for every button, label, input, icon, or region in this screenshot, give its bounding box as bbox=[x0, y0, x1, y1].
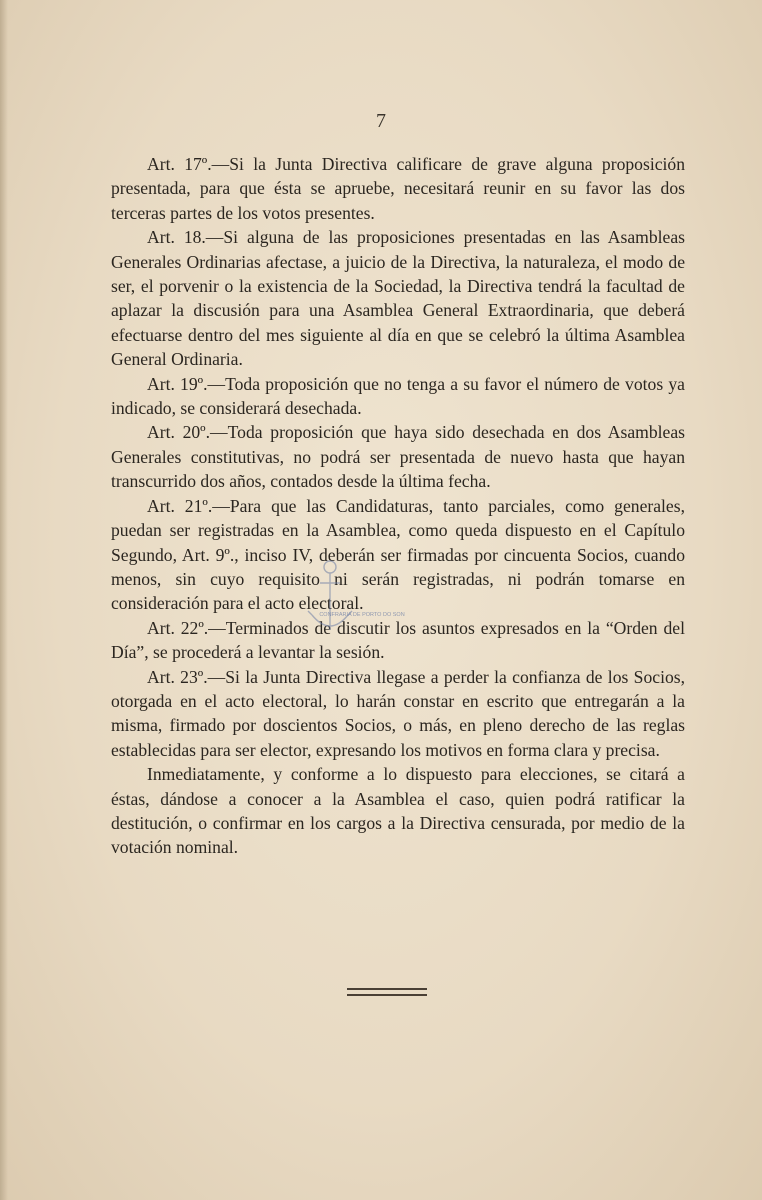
svg-text:CONFRARIA DE PORTO DO SON: CONFRARIA DE PORTO DO SON bbox=[319, 612, 405, 618]
page-number: 7 bbox=[376, 110, 386, 132]
document-body bbox=[111, 152, 685, 860]
article-23-continuation: Inmediatamente, y conforme a lo dispuesto para elecciones, se citará a éstas, dándose a conocer a la Asamblea el caso, quien podrá ratificar la destitución, o confirmar en los cargos a la Directiva censurada, por medio de la votación nominal. bbox=[111, 764, 685, 858]
article-18: Art. 18.—Si alguna de las proposiciones presentadas en las Asambleas Generales Ordinarias afectase, a juicio de la Directiva, la naturaleza, el modo de ser, el porvenir o la existencia de la Sociedad, la Directiva tendrá la facultad de aplazar la discusión para una Asamblea General Extraordinaria, que deberá efectuarse dentro del mes siguiente al día en que se celebró la última Asamblea General Ordinaria. bbox=[111, 227, 685, 370]
article-17: Art. 17º.—Si la Junta Directiva calificare de grave alguna proposición presentada, para que ésta se apruebe, necesitará reunir en su favor las dos terceras partes de los votos presentes. bbox=[111, 154, 685, 223]
page-edge-shadow bbox=[0, 0, 8, 1200]
article-23: Art. 23º.—Si la Junta Directiva llegase a perder la confianza de los Socios, otorgada en el acto electoral, lo harán constar en escrito que entregarán a la misma, firmado por doscientos Socios, o más, en pleno derecho de las reglas establecidas para ser elector, expresando los motivos en forma clara y precisa. bbox=[111, 666, 685, 760]
article-19: Art. 19º.—Toda proposición que no tenga a su favor el número de votos ya indicado, se considerará desechada. bbox=[111, 373, 685, 419]
closing-rule-line-1 bbox=[347, 988, 427, 990]
closing-rule-line-2 bbox=[347, 994, 427, 996]
closing-rule bbox=[347, 988, 427, 996]
article-21: Art. 21º.—Para que las Candidaturas, tanto parciales, como generales, puedan ser registradas en la Asamblea, como queda dispuesto en el Capítulo Segundo, Art. 9º., inciso IV, deberán ser firmadas por cincuenta Socios, cuando menos, sin cuyo requisito ni serán registradas, ni podrán tomarse en consideración para el acto electoral. bbox=[111, 495, 685, 614]
article-22: Art. 22º.—Terminados de discutir los asuntos expresados en la “Orden del Día”, se procederá a levantar la sesión. bbox=[111, 617, 685, 663]
article-20: Art. 20º.—Toda proposición que haya sido desechada en dos Asambleas Generales constitutivas, no podrá ser presentada de nuevo hasta que hayan transcurrido dos años, contados desde la última fecha. bbox=[111, 422, 685, 492]
